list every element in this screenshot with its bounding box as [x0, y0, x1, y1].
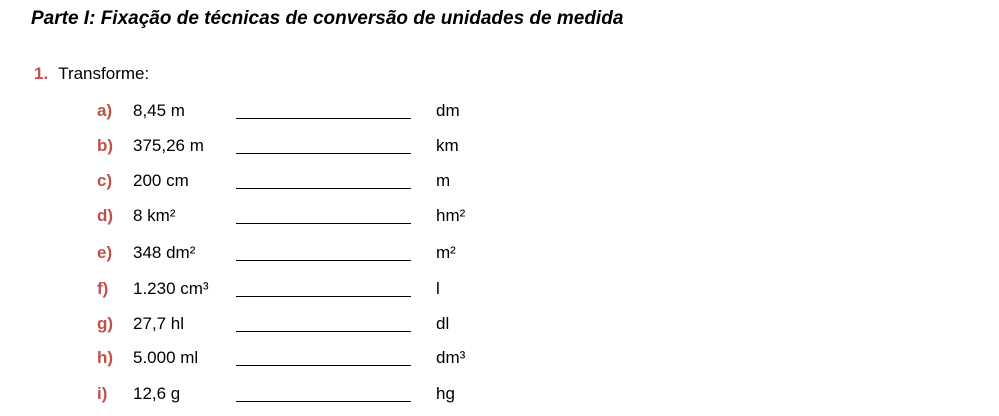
target-unit: l	[436, 279, 440, 298]
answer-blank[interactable]	[236, 296, 411, 297]
section-title: Parte I: Fixação de técnicas de conversão de unidades de medida	[31, 8, 624, 29]
item-letter: e)	[97, 243, 113, 262]
item-letter: h)	[97, 348, 114, 367]
item-letter: f)	[97, 279, 109, 298]
target-unit: hg	[436, 384, 455, 403]
item-value: 5.000 ml	[133, 348, 199, 367]
answer-blank[interactable]	[236, 365, 411, 366]
item-value: 8 km²	[133, 206, 176, 225]
exercise-item	[0, 243, 999, 267]
target-unit: m	[436, 171, 451, 190]
exercise-item	[0, 206, 999, 230]
item-value: 200 cm	[133, 171, 189, 190]
item-value: 1.230 cm³	[133, 279, 209, 298]
answer-blank[interactable]	[236, 188, 411, 189]
item-letter: c)	[97, 171, 113, 190]
exercise-item	[0, 314, 999, 338]
item-letter: g)	[97, 314, 114, 333]
item-letter: a)	[97, 101, 113, 120]
answer-blank[interactable]	[236, 153, 411, 154]
exercise-item	[0, 101, 999, 125]
answer-blank[interactable]	[236, 223, 411, 224]
item-value: 12,6 g	[133, 384, 181, 403]
exercise-item	[0, 136, 999, 160]
target-unit: km	[436, 136, 459, 155]
exercise-item	[0, 171, 999, 195]
item-value: 27,7 hl	[133, 314, 185, 333]
answer-blank[interactable]	[236, 260, 411, 261]
question-text: Transforme:	[58, 64, 150, 83]
exercise-item	[0, 384, 999, 408]
answer-blank[interactable]	[236, 118, 411, 119]
answer-blank[interactable]	[236, 401, 411, 402]
target-unit: m²	[436, 243, 456, 262]
target-unit: dm	[436, 101, 460, 120]
target-unit: dm³	[436, 348, 466, 367]
answer-blank[interactable]	[236, 331, 411, 332]
exercise-item	[0, 348, 999, 372]
question-number: 1.	[34, 64, 49, 83]
item-value: 348 dm²	[133, 243, 196, 262]
item-value: 375,26 m	[133, 136, 204, 155]
item-letter: b)	[97, 136, 114, 155]
target-unit: dl	[436, 314, 450, 333]
exercise-item	[0, 279, 999, 303]
item-letter: i)	[97, 384, 108, 403]
target-unit: hm²	[436, 206, 466, 225]
item-letter: d)	[97, 206, 114, 225]
item-value: 8,45 m	[133, 101, 185, 120]
